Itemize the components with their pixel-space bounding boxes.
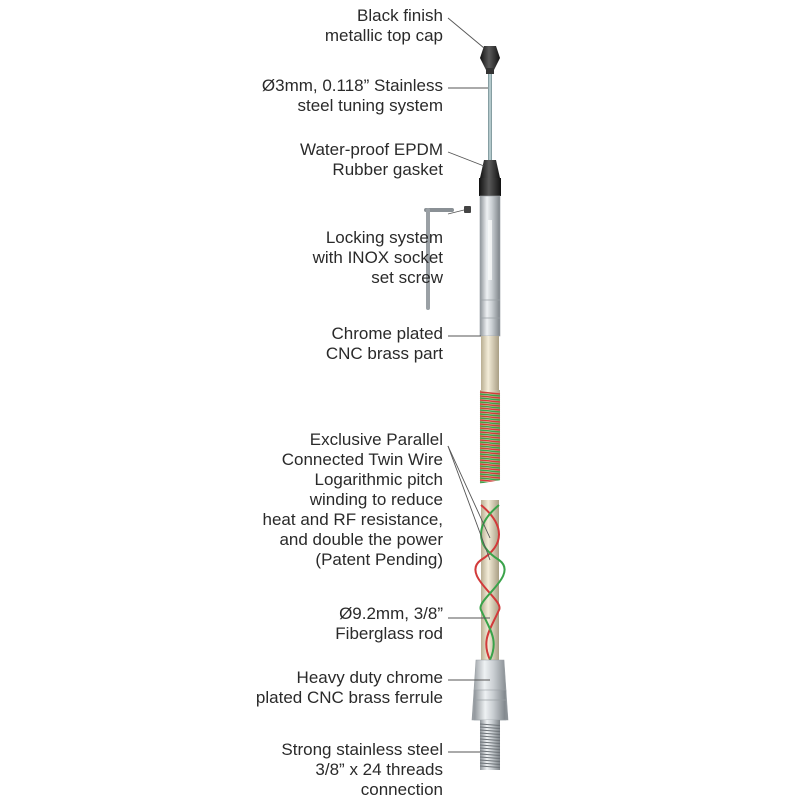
- rod-label-line: Fiberglass rod: [335, 624, 443, 643]
- gasket-label-line: Water-proof EPDM: [300, 140, 443, 159]
- tuning-label-line: steel tuning system: [297, 96, 443, 115]
- brass-part: [481, 336, 499, 390]
- callout-gasket: [300, 140, 443, 180]
- upper-housing-part: [480, 196, 500, 336]
- ferrule-part: [472, 660, 508, 720]
- ferrule-label-line: Heavy duty chrome: [296, 668, 443, 687]
- tuning-whip-part: [488, 74, 492, 164]
- leader-top-cap: [448, 18, 484, 48]
- locking-label-line: set screw: [371, 268, 443, 287]
- callout-rod: [335, 604, 443, 644]
- callout-brass: [326, 324, 443, 364]
- callout-locking: [313, 228, 443, 288]
- threads-label-line: 3/8” x 24 threads: [315, 760, 443, 779]
- callout-twin-wire: [263, 430, 443, 570]
- brass-label-line: CNC brass part: [325, 344, 443, 363]
- twin-wire-label-line: heat and RF resistance,: [262, 510, 443, 529]
- dense-winding-part: [480, 390, 500, 484]
- twin-wire-label-line: and double the power: [279, 530, 443, 549]
- threads-label-line: Strong stainless steel: [281, 740, 443, 759]
- gasket-label-line: Rubber gasket: [332, 160, 443, 179]
- threads-label-line: connection: [360, 780, 443, 799]
- twin-wire-label-line: Connected Twin Wire: [281, 450, 443, 469]
- tuning-label-line: Ø3mm, 0.118” Stainless: [261, 76, 443, 95]
- ferrule-label-line: plated CNC brass ferrule: [255, 688, 443, 707]
- break-gap: [478, 484, 502, 488]
- top-cap-part: [480, 46, 500, 74]
- leader-gasket: [448, 152, 484, 166]
- locking-label-line: Locking system: [325, 228, 443, 247]
- set-screw-part: [464, 206, 471, 213]
- callout-tuning: [262, 76, 443, 116]
- twin-wire-label-line: winding to reduce: [309, 490, 443, 509]
- top-cap-label-line: metallic top cap: [324, 26, 443, 45]
- callout-threads: [281, 740, 443, 800]
- callout-top-cap: [325, 6, 443, 46]
- twin-wire-label-line: (Patent Pending): [315, 550, 443, 569]
- twin-wire-label-line: Logarithmic pitch: [314, 470, 443, 489]
- brass-label-line: Chrome plated: [331, 324, 443, 343]
- callout-ferrule: [256, 668, 443, 708]
- fiberglass-rod-part: [475, 500, 504, 660]
- twin-wire-label-line: Exclusive Parallel: [309, 430, 443, 449]
- threads-part: [480, 720, 500, 770]
- top-cap-label-line: Black finish: [357, 6, 443, 25]
- rod-label-line: Ø9.2mm, 3/8”: [339, 604, 443, 623]
- locking-label-line: with INOX socket: [312, 248, 443, 267]
